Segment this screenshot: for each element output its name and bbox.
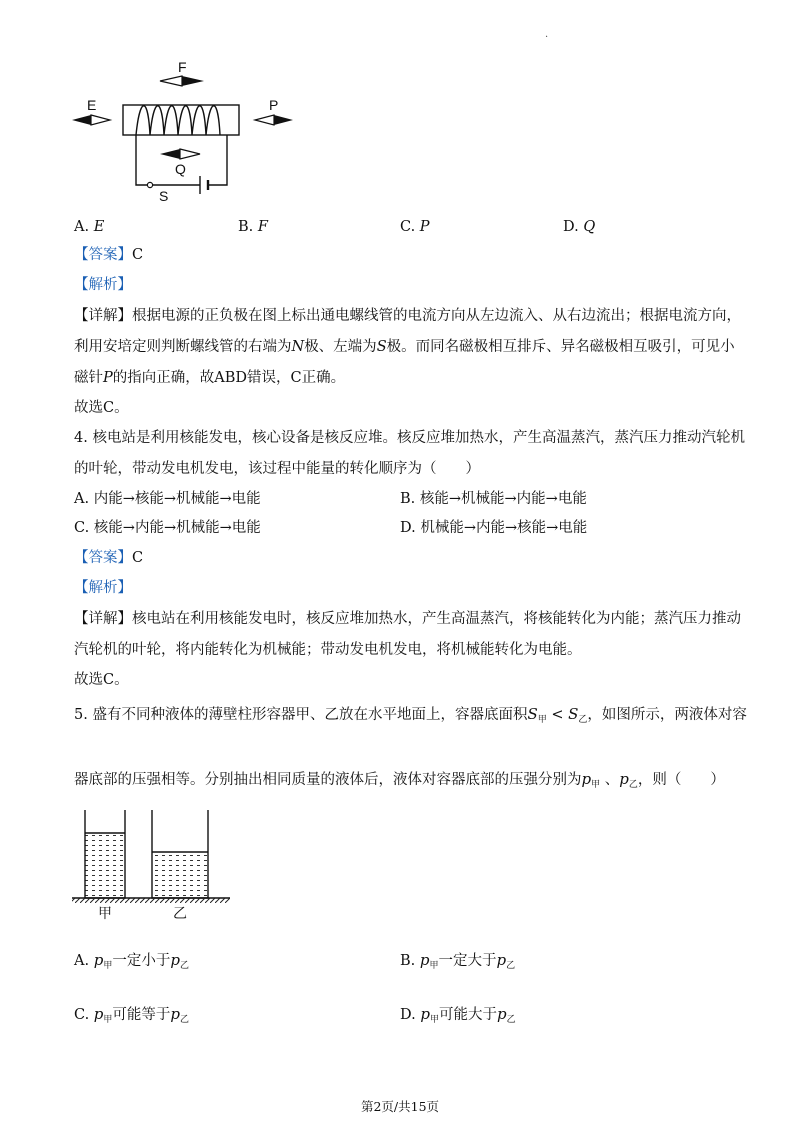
q4-detail-line2: 汽轮机的叶轮，将内能转化为机械能；带动发电机发电，将机械能转化为电能。: [74, 642, 582, 658]
q4-option-a[interactable]: A. 内能→核能→机械能→电能: [74, 491, 261, 507]
q3-detail-line2: 利用安培定则判断螺线管的右端为N极、左端为S极。而同名磁极相互排斥、异名磁极相互吸引，可见小: [74, 339, 735, 355]
q5-stem-line2: 器底部的压强相等。分别抽出相同质量的液体后，液体对容器底部的压强分别为$p_甲$ 、$p_乙$，则（ ）: [74, 770, 725, 790]
page-footer: 第2页/共15页: [360, 1099, 440, 1114]
label-S: S: [159, 188, 169, 204]
q3-option-d[interactable]: D. Q: [563, 219, 596, 235]
liquid-jia: [85, 833, 125, 898]
q3-option-b[interactable]: B. F: [238, 219, 268, 235]
q4-analysis-tag: 【解析】: [74, 580, 132, 596]
q4-stem-line1: 4. 核电站是利用核能发电，核心设备是核反应堆。核反应堆加热水，产生高温蒸汽，蒸汽压力推动汽轮机: [74, 430, 745, 446]
q3-analysis-tag: 【解析】: [74, 277, 132, 293]
q5-option-a[interactable]: A. $p_甲$一定小于$p_乙$: [74, 951, 189, 971]
label-P: P: [269, 97, 279, 113]
containers-figure: [70, 808, 235, 923]
q4-option-d[interactable]: D. 机械能→内能→核能→电能: [400, 520, 588, 536]
q4-option-c[interactable]: C. 核能→内能→机械能→电能: [74, 520, 261, 536]
q5-option-b[interactable]: B. $p_甲$一定大于$p_乙$: [400, 951, 516, 971]
compass-needle-Q: [160, 149, 200, 159]
label-Q: Q: [175, 161, 186, 177]
q3-option-a[interactable]: A. E: [74, 219, 105, 235]
q4-detail-line1: 【详解】核电站在利用核能发电时，核反应堆加热水，产生高温蒸汽，将核能转化为内能；蒸汽压力推动: [74, 611, 741, 627]
q4-stem-line2: 的叶轮，带动发电机发电，该过程中能量的转化顺序为（ ）: [74, 461, 480, 477]
page-speck: ·: [545, 32, 549, 43]
q4-conclusion: 故选C。: [74, 672, 129, 688]
q3-detail-line1: 【详解】根据电源的正负极在图上标出通电螺线管的电流方向从左边流入、从右边流出；根据电流方向，: [74, 308, 741, 324]
label-jia: 甲: [98, 906, 112, 922]
q4-option-b[interactable]: B. 核能→机械能→内能→电能: [400, 491, 587, 507]
q5-option-d[interactable]: D. $p_甲$可能大于$p_乙$: [400, 1005, 516, 1025]
liquid-yi: [152, 852, 208, 898]
compass-needle-P: [255, 115, 293, 125]
q3-conclusion: 故选C。: [74, 400, 129, 416]
q3-detail-line3: 磁针P的指向正确，故ABD错误，C正确。: [74, 370, 346, 386]
label-F: F: [178, 59, 187, 75]
switch-terminal: [147, 182, 152, 187]
q4-answer: 【答案】C: [74, 550, 144, 566]
q5-option-c[interactable]: C. $p_甲$可能等于$p_乙$: [74, 1005, 190, 1025]
q3-option-c[interactable]: C. P: [400, 219, 430, 235]
compass-needle-F: [160, 76, 204, 86]
q5-stem-line1: 5. 盛有不同种液体的薄壁柱形容器甲、乙放在水平地面上，容器底面积$S_甲 < S_乙$，如图所示，两液体对容: [74, 705, 747, 725]
compass-needle-E: [72, 115, 110, 125]
q3-answer: 【答案】C: [74, 247, 144, 263]
circuit-wire: [136, 135, 147, 185]
solenoid-figure: [70, 58, 300, 206]
ground-hatch: [72, 898, 230, 903]
label-yi: 乙: [173, 906, 187, 922]
label-E: E: [87, 97, 97, 113]
